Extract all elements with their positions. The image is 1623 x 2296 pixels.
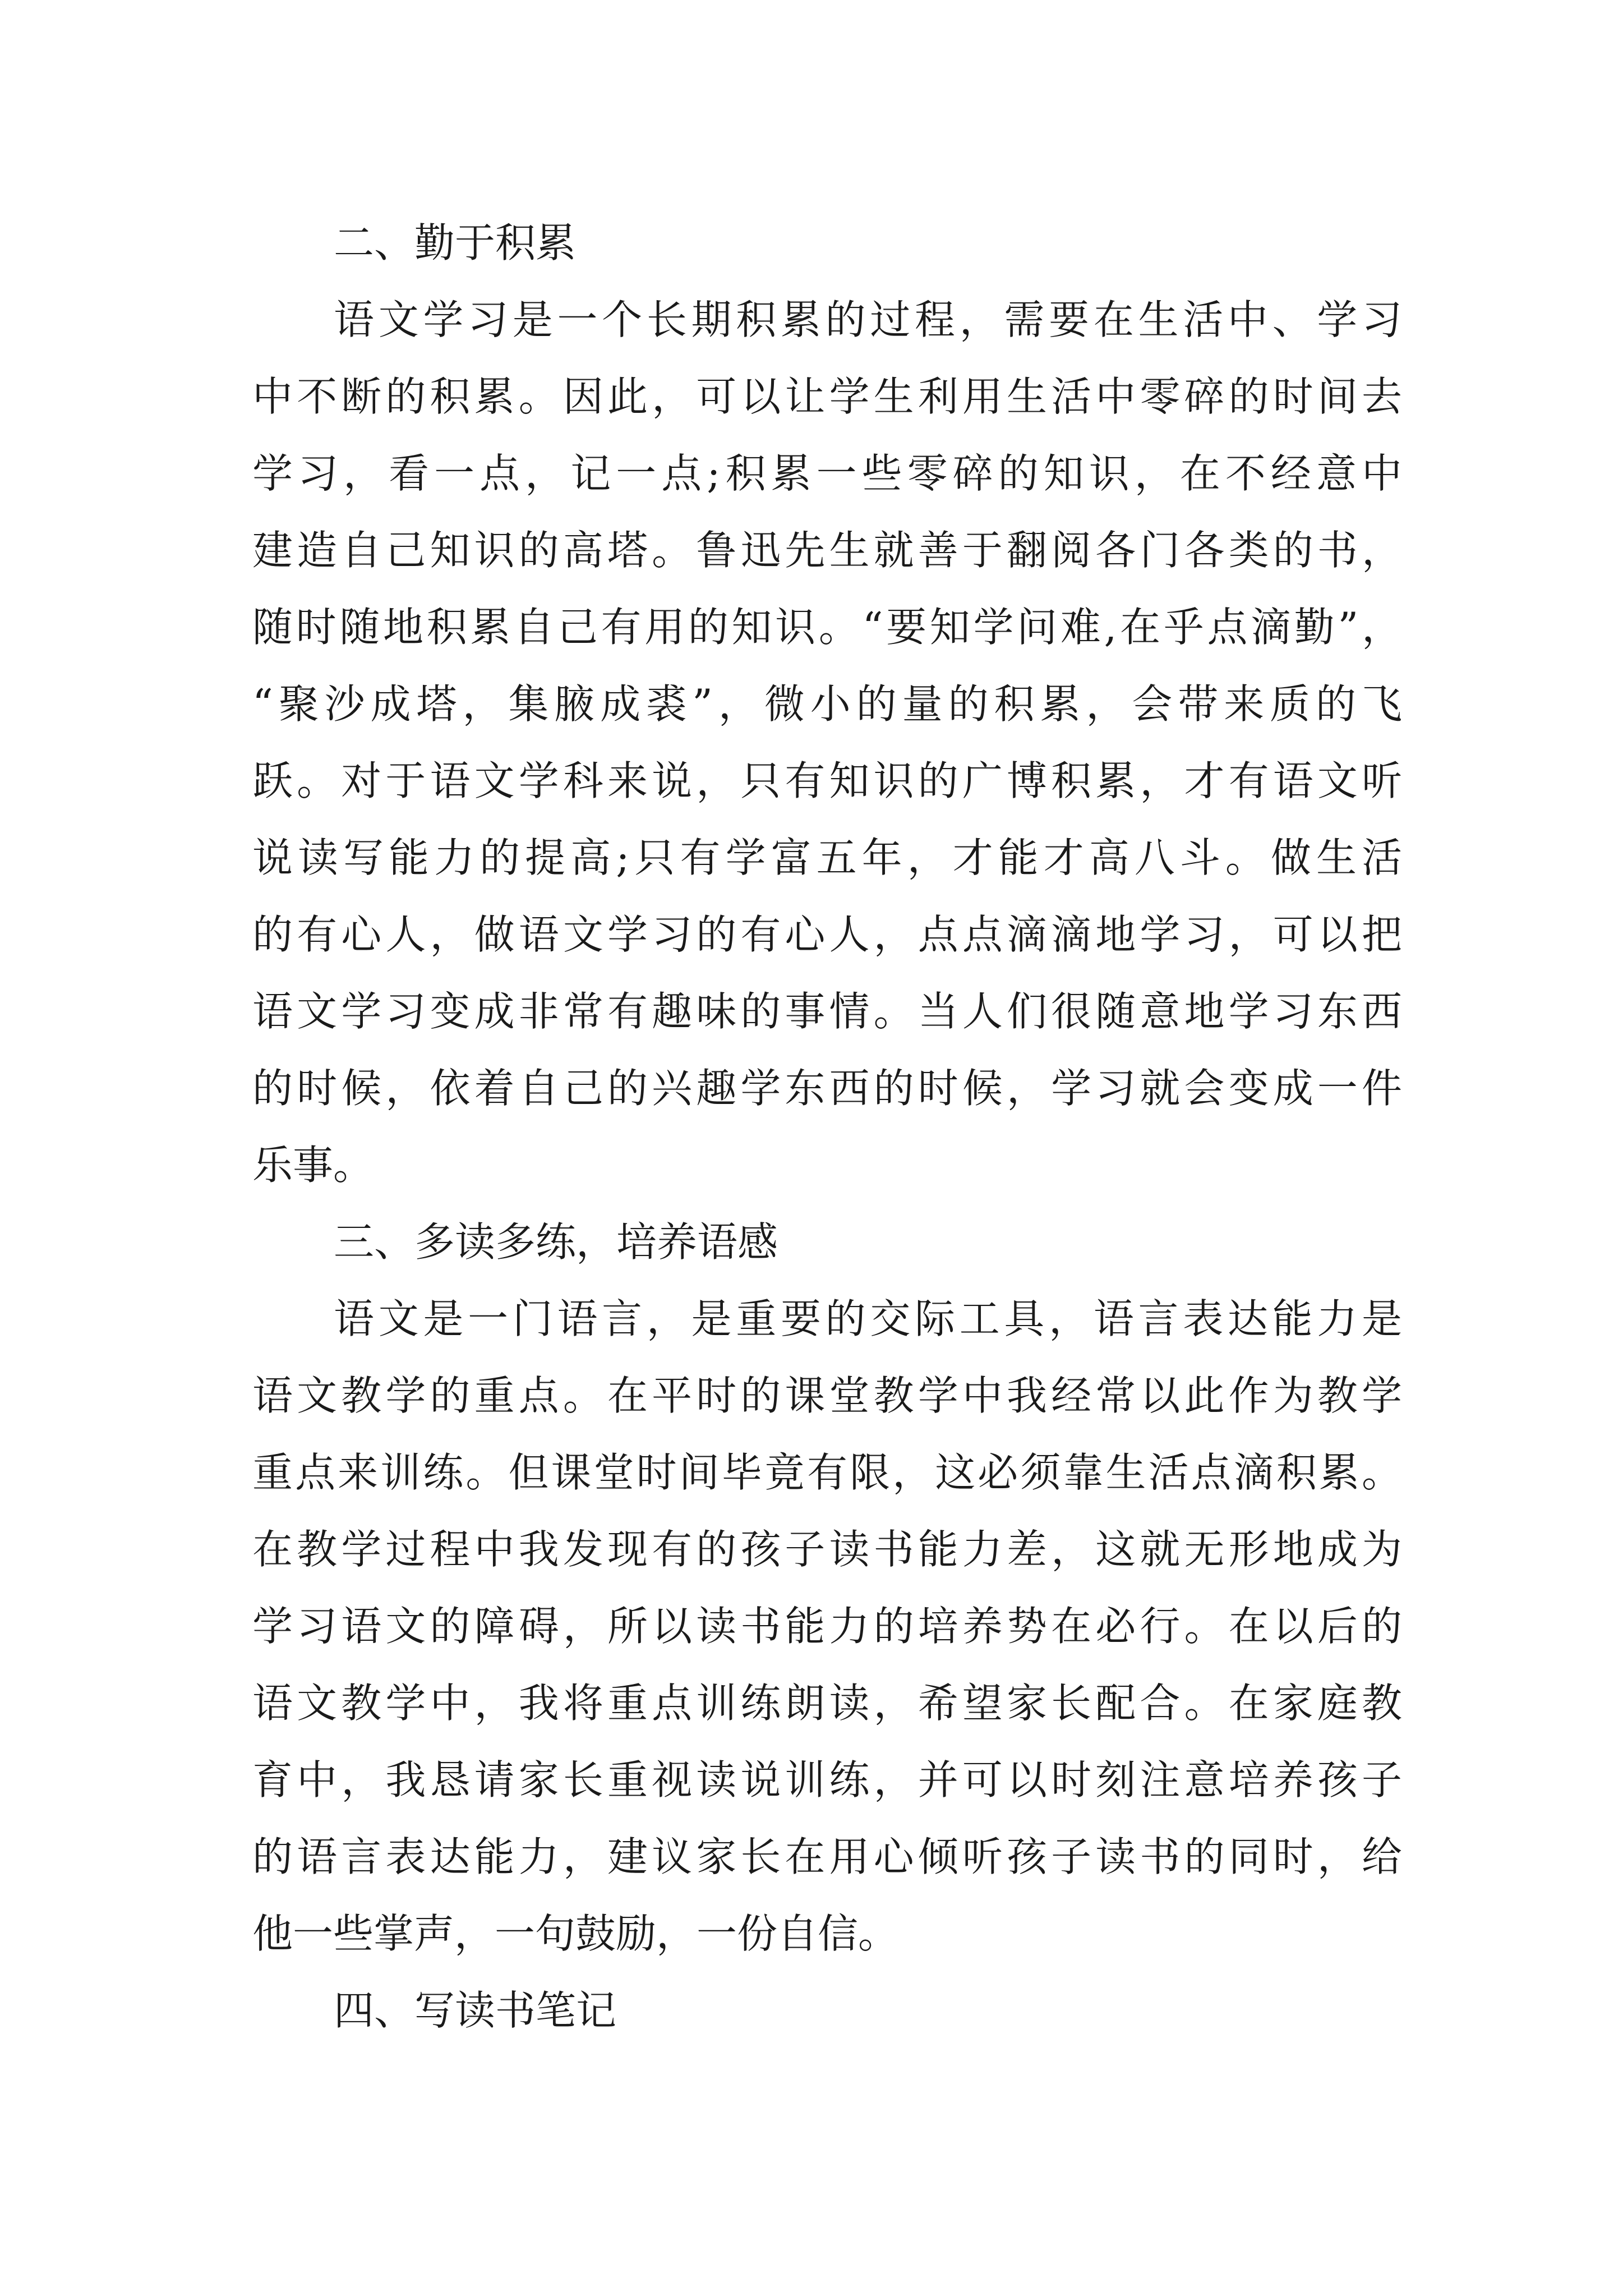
paragraph-line: 学习语文的障碍，所以读书能力的培养势在必行。在以后的 [252,1603,1402,1650]
section-heading-2: 二、勤于积累 [334,219,577,266]
paragraph-line: 的有心人，做语文学习的有心人，点点滴滴地学习，可以把 [252,911,1402,958]
paragraph-line: 重点来训练。但课堂时间毕竟有限，这必须靠生活点滴积累。 [252,1449,1402,1496]
paragraph-line: 语文学习变成非常有趣味的事情。当人们很随意地学习东西 [252,988,1402,1035]
paragraph-line: 语文教学的重点。在平时的课堂教学中我经常以此作为教学 [252,1372,1402,1419]
paragraph-line: 语文学习是一个长期积累的过程，需要在生活中、学习 [334,296,1402,343]
paragraph-line: 在教学过程中我发现有的孩子读书能力差，这就无形地成为 [252,1526,1402,1573]
paragraph-line: 建造自己知识的高塔。鲁迅先生就善于翻阅各门各类的书， [252,527,1402,574]
paragraph-line: 语文是一门语言，是重要的交际工具，语言表达能力是 [334,1295,1402,1342]
paragraph-line: 中不断的积累。因此，可以让学生利用生活中零碎的时间去 [252,373,1402,420]
paragraph-line: 乐事。 [252,1142,374,1189]
paragraph-line: 的语言表达能力，建议家长在用心倾听孩子读书的同时，给 [252,1833,1402,1880]
paragraph-line: 跃。对于语文学科来说，只有知识的广博积累，才有语文听 [252,757,1402,804]
paragraph-line: 育中，我恳请家长重视读说训练，并可以时刻注意培养孩子 [252,1756,1402,1803]
paragraph-line: 学习，看一点，记一点;积累一些零碎的知识，在不经意中 [252,450,1402,497]
paragraph-line: 随时随地积累自己有用的知识。“要知学问难,在乎点滴勤”， [252,604,1402,651]
paragraph-line: “聚沙成塔，集腋成裘”，微小的量的积累，会带来质的飞 [252,680,1402,728]
section-heading-3: 三、多读多练，培养语感 [334,1218,778,1266]
paragraph-line: 说读写能力的提高;只有学富五年，才能才高八斗。做生活 [252,834,1402,881]
paragraph-line: 他一些掌声，一句鼓励，一份自信。 [252,1910,899,1957]
section-heading-4: 四、写读书笔记 [334,1987,617,2034]
paragraph-line: 的时候，依着自己的兴趣学东西的时候，学习就会变成一件 [252,1065,1402,1112]
paragraph-line: 语文教学中，我将重点训练朗读，希望家长配合。在家庭教 [252,1680,1402,1727]
